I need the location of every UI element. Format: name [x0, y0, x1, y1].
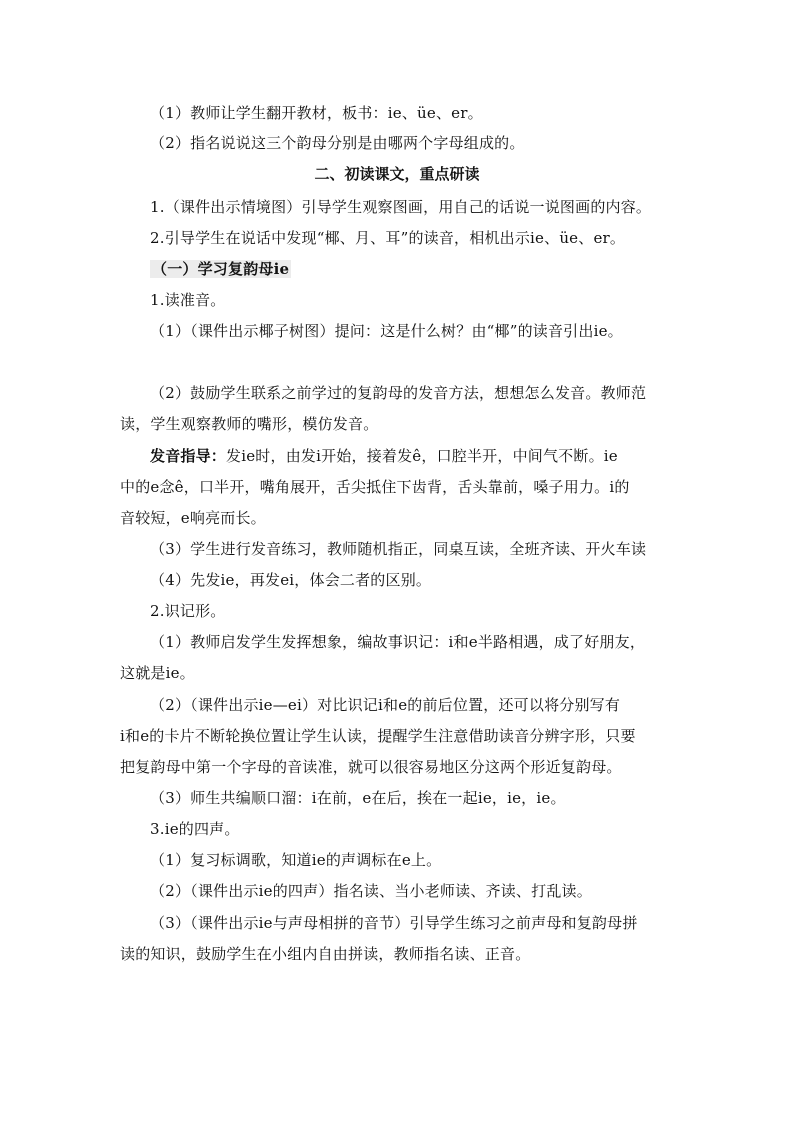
text-line: 2.识记形。 [150, 602, 226, 620]
text-line: （1）教师启发学生发挥想象，编故事识记：i和e半路相遇，成了好朋友， [150, 633, 646, 651]
text-line: （1）复习标调歌，知道ie的声调标在e上。 [150, 851, 442, 869]
text-line: （2）（课件出示ie—ei）对比识记i和e的前后位置，还可以将分别写有 [150, 696, 621, 714]
text-line: 2.引导学生在说话中发现“椰、月、耳”的读音，相机出示ie、üe、er。 [150, 229, 626, 247]
text-line: 读的知识，鼓励学生在小组内自由拼读，教师指名读、正音。 [120, 945, 531, 963]
text-line: 音较短，e响亮而长。 [120, 509, 266, 527]
text-line: 中的e念ê，口半开，嘴角展开，舌尖抵住下齿背，舌头靠前，嗓子用力。i的 [120, 478, 630, 496]
text-line: 1.读准音。 [150, 291, 226, 309]
pronunciation-guide-label: 发音指导： [150, 447, 227, 465]
text-line: （3）师生共编顺口溜：i在前，e在后，挨在一起ie，ie，ie。 [150, 789, 566, 807]
text-line: 把复韵母中第一个字母的音读准，就可以很容易地区分这两个形近复韵母。 [120, 758, 622, 776]
text-line [150, 446, 618, 466]
text-line: 1.（课件出示情境图）引导学生观察图画，用自己的话说一说图画的内容。 [150, 198, 652, 216]
pronunciation-guide-text: 发ie时，由发i开始，接着发ê，口腔半开，中间气不断。ie [226, 447, 618, 465]
text-line: 3.ie的四声。 [150, 820, 240, 838]
sub-heading-text: （一）学习复韵母ie [152, 260, 290, 278]
text-line: 这就是ie。 [120, 664, 195, 682]
text-line: （3）学生进行发音练习，教师随机指正，同桌互读，全班齐读、开火车读 [150, 540, 647, 558]
text-line: （1）（课件出示椰子树图）提问：这是什么树？由“椰”的读音引出ie。 [150, 322, 623, 340]
text-line: 读，学生观察教师的嘴形，模仿发音。 [120, 415, 379, 433]
text-line: i和e的卡片不断轮换位置让学生认读，提醒学生注意借助读音分辨字形，只要 [120, 727, 636, 745]
text-line: （3）（课件出示ie与声母相拼的音节）引导学生练习之前声母和复韵母拼 [150, 914, 638, 932]
text-line: （4）先发ie，再发ei，体会二者的区别。 [150, 571, 432, 589]
section-heading: 二、初读课文，重点研读 [314, 165, 480, 183]
sub-heading [150, 259, 291, 279]
text-line: （2）指名说说这三个韵母分别是由哪两个字母组成的。 [150, 134, 525, 152]
text-line: （2）鼓励学生联系之前学过的复韵母的发音方法，想想怎么发音。教师范 [150, 384, 647, 402]
text-line: （2）（课件出示ie的四声）指名读、当小老师读、齐读、打乱读。 [150, 882, 592, 900]
text-line: （1）教师让学生翻开教材，板书：ie、üe、er。 [150, 104, 483, 122]
